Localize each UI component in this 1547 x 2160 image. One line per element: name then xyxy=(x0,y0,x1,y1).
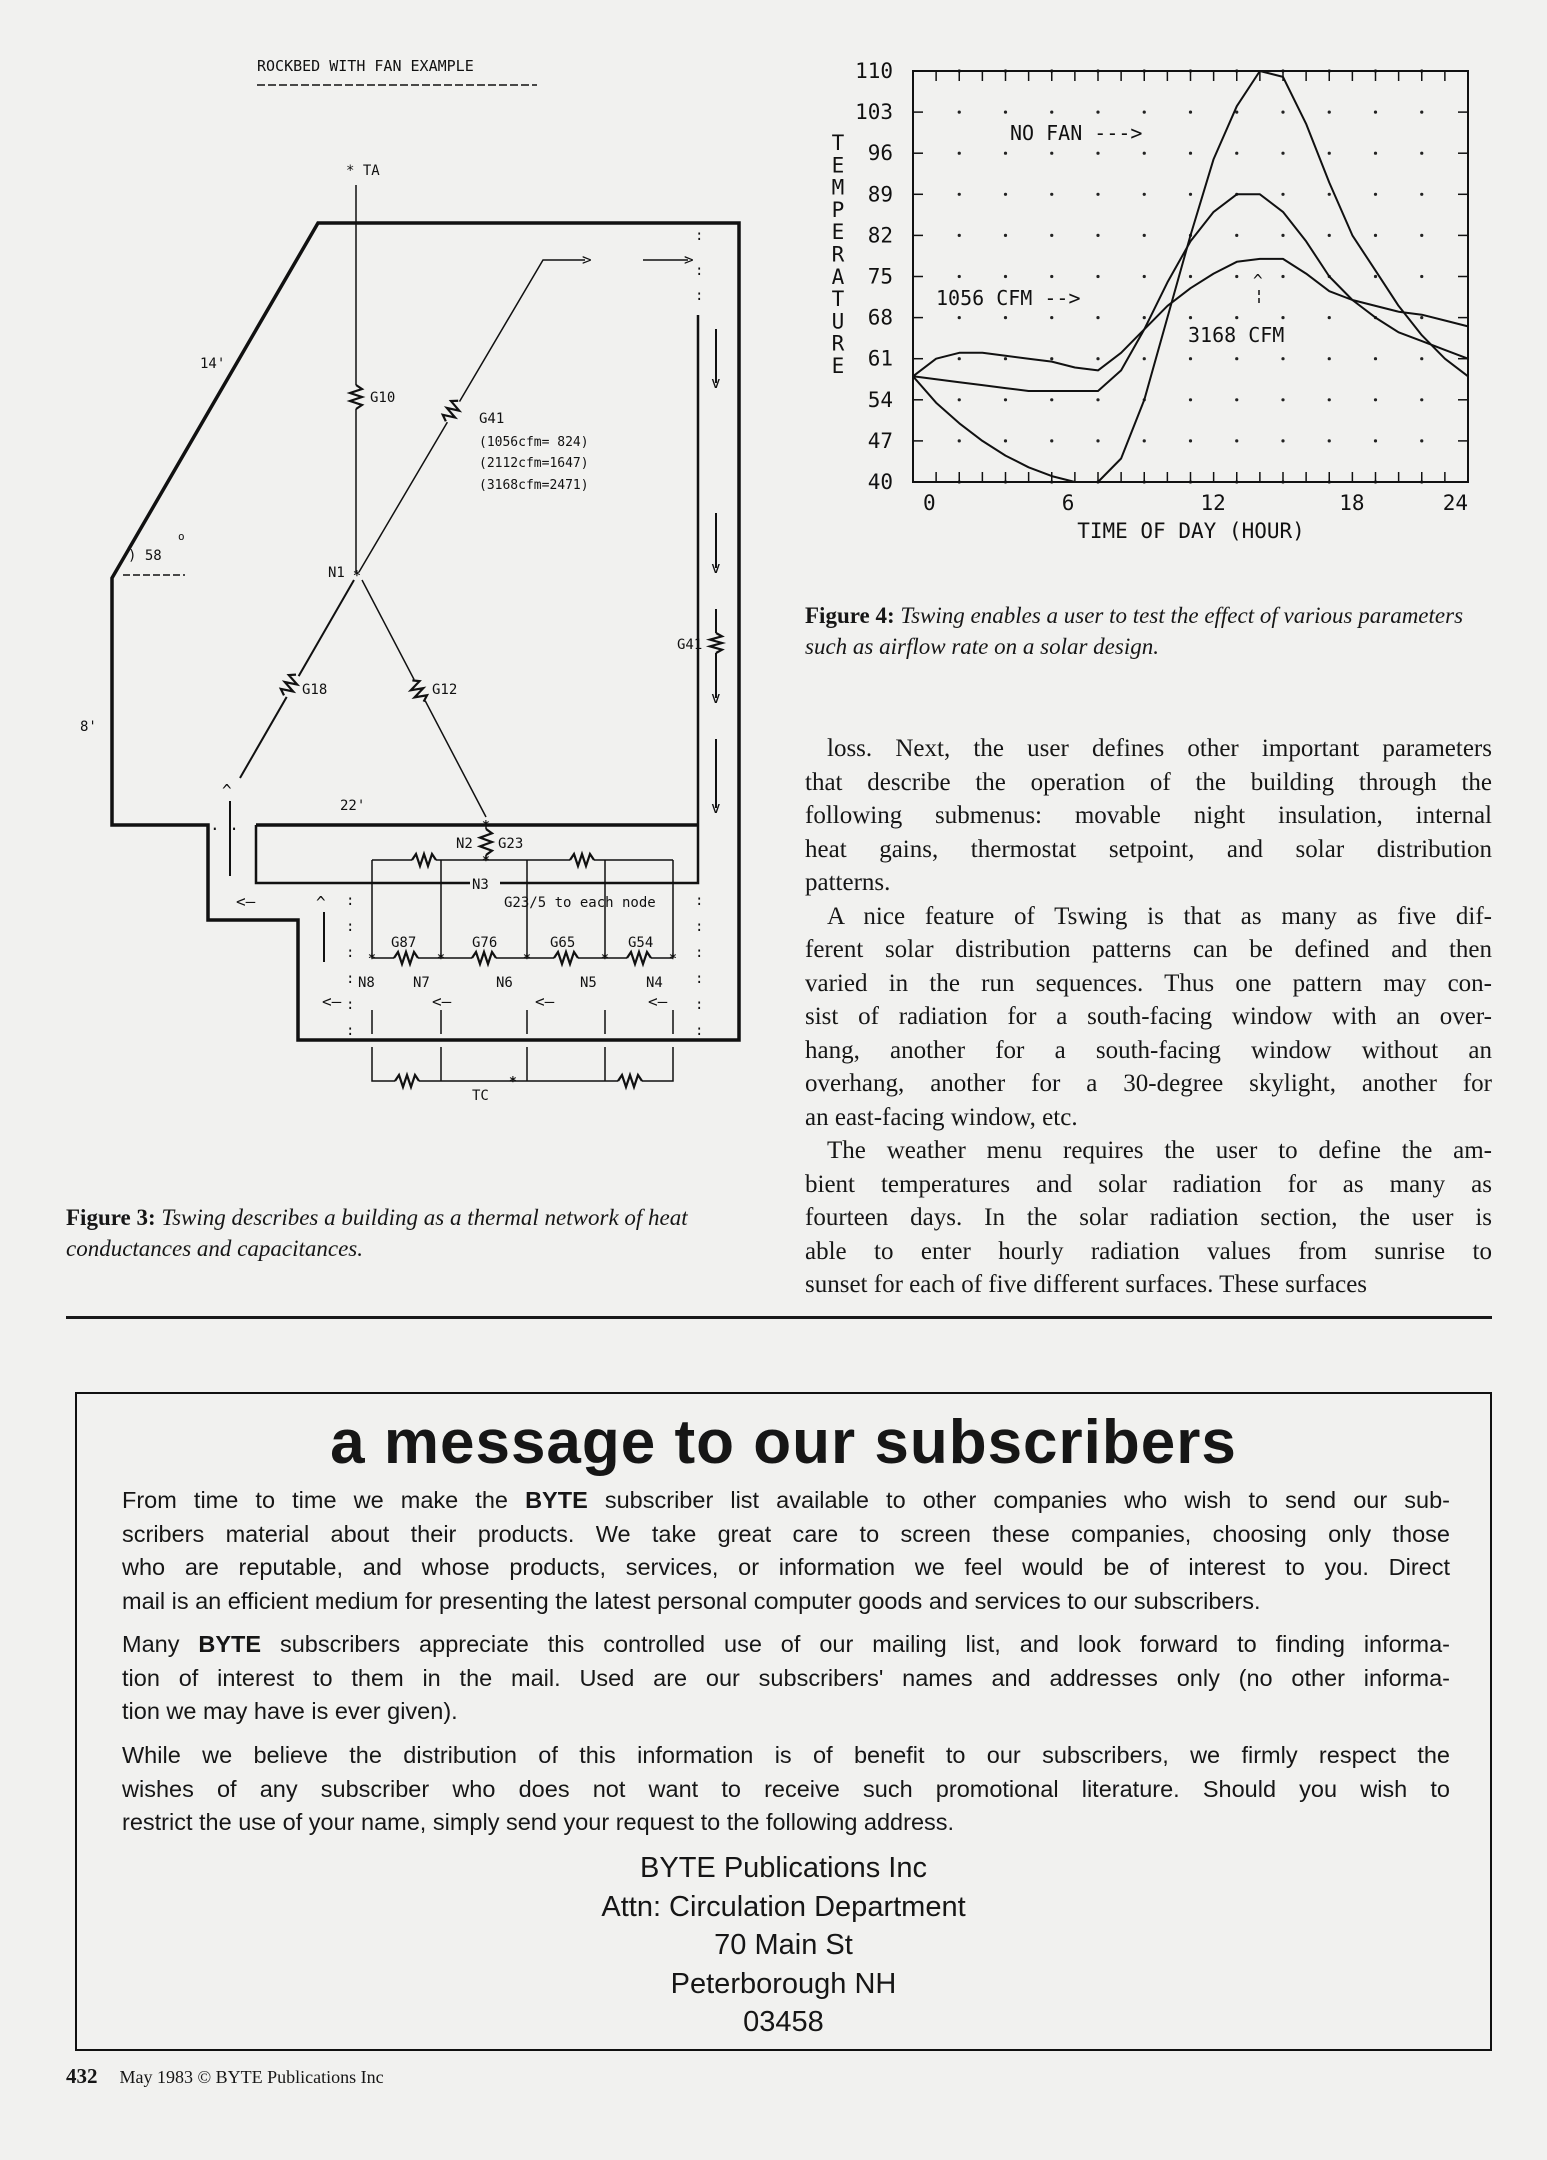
text-line: mail is an efficient medium for presenting the latest personal computer goods and services to our subscribers. xyxy=(122,1587,1261,1614)
notice-paragraph xyxy=(122,1484,1450,1618)
text-line: bient temperatures and solar radiation for as many as xyxy=(805,1170,1492,1198)
y-axis-label-letter: M xyxy=(831,175,845,200)
grid-dot xyxy=(1189,275,1192,278)
label-g23-note: G23/5 to each node xyxy=(504,895,656,911)
colon-mark: : xyxy=(695,971,704,987)
grid-dot xyxy=(1189,398,1192,401)
page-number: 432 xyxy=(66,2064,98,2088)
text-line: The weather menu requires the user to define the am- xyxy=(827,1137,1492,1164)
node-marker-icon: * xyxy=(509,1075,517,1090)
grid-dot xyxy=(1374,111,1377,114)
grid-dot xyxy=(1143,275,1146,278)
arrow-right-icon: > xyxy=(582,250,592,269)
y-axis-label xyxy=(832,131,845,378)
grid-dot xyxy=(1281,234,1284,237)
text-line: From time to time we make the BYTE subscriber list available to other companies who wish to send our sub- xyxy=(122,1487,1450,1513)
grid-dot xyxy=(1420,234,1423,237)
label-length-14: 14' xyxy=(200,356,226,372)
grid-dot xyxy=(1050,439,1053,442)
grid-dot xyxy=(1096,398,1099,401)
address-line: Peterborough NH xyxy=(670,1967,897,2000)
grid-dot xyxy=(1374,152,1377,155)
text-line: Many BYTE subscribers appreciate this controlled use of our mailing list, and look forward to finding informa- xyxy=(122,1631,1451,1657)
grid-dot xyxy=(1420,316,1423,319)
label-n8: N8 xyxy=(358,975,375,991)
annotation-pointer: ^ xyxy=(1253,271,1263,290)
grid-dot xyxy=(1328,193,1331,196)
notice-title: a message to our subscribers xyxy=(330,1408,1237,1477)
label-g41: G41 xyxy=(479,411,505,427)
text-line: an east-facing window, etc. xyxy=(805,1103,1078,1131)
label-g54: G54 xyxy=(628,935,654,951)
section-divider xyxy=(66,1316,1492,1319)
grid-dot xyxy=(1143,152,1146,155)
node-marker-icon: * xyxy=(523,952,531,967)
node-marker-icon: * xyxy=(437,952,445,967)
label-g76: G76 xyxy=(472,935,498,951)
y-tick-label: 61 xyxy=(867,346,893,371)
grid-dot xyxy=(1420,357,1423,360)
colon-mark: : xyxy=(695,288,704,304)
colon-mark: : xyxy=(346,919,355,935)
grid-dot xyxy=(1235,275,1238,278)
label-length-8: 8' xyxy=(80,719,97,735)
grid-dot xyxy=(1374,439,1377,442)
address-line: Attn: Circulation Department xyxy=(601,1890,966,1923)
text-line: fourteen days. In the solar radiation section, the user is xyxy=(805,1204,1492,1231)
arrow-left-icon: <— xyxy=(322,992,342,1011)
y-axis-label-letter: E xyxy=(831,153,845,178)
label-n7: N7 xyxy=(413,975,430,991)
y-tick-label: 75 xyxy=(867,264,893,289)
annotation-1056-cfm: 1056 CFM --> xyxy=(936,286,1081,310)
y-tick-label: 54 xyxy=(867,387,893,412)
x-tick-label: 18 xyxy=(1339,491,1365,515)
annotation-3168-cfm: 3168 CFM xyxy=(1188,323,1285,347)
text-line: able to enter hourly radiation values from sunrise to xyxy=(805,1237,1492,1265)
grid-dot xyxy=(1050,193,1053,196)
arrow-down-icon: v xyxy=(711,373,721,392)
label-length-22: 22' xyxy=(340,798,366,814)
grid-dot xyxy=(1050,234,1053,237)
grid-dot xyxy=(1096,316,1099,319)
grid-dot xyxy=(1328,234,1331,237)
grid-dot xyxy=(1420,152,1423,155)
article-body xyxy=(805,732,1492,1302)
grid-dot xyxy=(1235,152,1238,155)
grid-dot xyxy=(1328,316,1331,319)
grid-dot xyxy=(1096,275,1099,278)
node-marker-icon: * xyxy=(353,569,361,584)
label-n1: N1 xyxy=(328,565,345,581)
label-g65: G65 xyxy=(550,935,576,951)
rockbed-inner xyxy=(256,315,698,883)
grid-dot xyxy=(1004,439,1007,442)
y-axis-label-letter: U xyxy=(831,309,845,334)
y-tick-label: 68 xyxy=(867,305,893,330)
address-line: 03458 xyxy=(743,2006,824,2038)
grid-dot xyxy=(1050,398,1053,401)
grid-dot xyxy=(1281,439,1284,442)
grid-dot xyxy=(1143,111,1146,114)
caption-label: Figure 3: xyxy=(66,1205,156,1230)
arrow-right-icon: > xyxy=(684,250,694,269)
y-axis-label-letter: P xyxy=(831,197,845,222)
label-g41-cfm-1: (1056cfm= 824) xyxy=(479,435,589,450)
text-line: scribers material about their products. We take great care to screen these companies, choosing only those xyxy=(122,1520,1450,1547)
x-axis-label: TIME OF DAY (HOUR) xyxy=(1077,519,1305,543)
node-marker-icon: * xyxy=(601,952,609,967)
grid-dot xyxy=(1420,439,1423,442)
grid-dot xyxy=(1004,357,1007,360)
caption-text: Tswing enables a user to test the effect of various parameters such as airflow rate on a solar design. xyxy=(805,603,1464,659)
grid-dot xyxy=(1004,234,1007,237)
notice-paragraph xyxy=(122,1739,1450,1840)
grid-dot xyxy=(1050,357,1053,360)
grid-dot xyxy=(958,439,961,442)
grid-dot xyxy=(1096,152,1099,155)
grid-dot xyxy=(1004,316,1007,319)
arrow-down-icon: v xyxy=(711,688,721,707)
grid-dot xyxy=(1189,111,1192,114)
label-g23: G23 xyxy=(498,836,524,852)
arrow-down-icon: v xyxy=(711,558,721,577)
figure-4-caption xyxy=(805,600,1495,662)
grid-dot xyxy=(1004,152,1007,155)
node-marker-icon: * xyxy=(482,854,490,869)
label-g10: G10 xyxy=(370,390,396,406)
grid-dot xyxy=(1374,357,1377,360)
colon-mark: : xyxy=(346,893,355,909)
grid-dot xyxy=(1050,275,1053,278)
grid-dot xyxy=(1050,152,1053,155)
diagram-title: ROCKBED WITH FAN EXAMPLE xyxy=(257,57,474,75)
arrow-up-icon: ^ xyxy=(316,893,326,912)
colon-columns xyxy=(346,228,703,1039)
grid-dot xyxy=(1374,234,1377,237)
grid-dot xyxy=(1374,398,1377,401)
x-tick-label: 12 xyxy=(1200,491,1226,515)
grid-dot xyxy=(1328,398,1331,401)
footer-credit: May 1983 © BYTE Publications Inc xyxy=(119,2067,384,2087)
address-line: BYTE Publications Inc xyxy=(640,1852,927,1884)
colon-mark: : xyxy=(695,228,704,244)
arrow-down-icon: v xyxy=(711,798,721,817)
figure-3-caption xyxy=(66,1202,766,1264)
grid-dot xyxy=(1328,439,1331,442)
caption-text: Tswing describes a building as a thermal network of heat conductances and capacitances. xyxy=(66,1205,688,1261)
text-line: heat gains, thermostat setpoint, and solar distribution xyxy=(805,835,1492,863)
subscriber-notice-box xyxy=(75,1392,1492,2051)
grid-dot xyxy=(1281,193,1284,196)
annotation-no-fan: NO FAN ---> xyxy=(1010,121,1143,145)
colon-mark: : xyxy=(346,1023,355,1039)
arrow-left-icon: <— xyxy=(236,892,256,911)
building-outline xyxy=(112,223,739,1040)
grid-dot xyxy=(1096,111,1099,114)
g41-duct-line xyxy=(359,260,688,572)
grid-dot xyxy=(1281,398,1284,401)
grid-dot xyxy=(1235,316,1238,319)
y-axis-label-letter: R xyxy=(831,242,845,267)
label-n5: N5 xyxy=(580,975,597,991)
colon-mark: : xyxy=(695,893,704,909)
y-tick-label: 103 xyxy=(855,100,893,125)
colon-mark: : xyxy=(695,997,704,1013)
grid-dot xyxy=(1328,357,1331,360)
label-n2: N2 xyxy=(456,836,473,852)
grid-dot xyxy=(1328,152,1331,155)
label-ta: * TA xyxy=(346,163,380,179)
grid-dot xyxy=(958,152,961,155)
text-line: that describe the operation of the building through the xyxy=(805,768,1492,796)
y-tick-label: 40 xyxy=(867,470,893,494)
grid-dot xyxy=(1281,111,1284,114)
mailing-address xyxy=(77,1849,1490,2042)
grid-dot xyxy=(1235,439,1238,442)
label-n3: N3 xyxy=(472,877,489,893)
grid-dot xyxy=(1189,193,1192,196)
text-line: While we believe the distribution of this information is of benefit to our subscribers, we firmly respect the xyxy=(122,1742,1450,1768)
colon-mark: : xyxy=(346,945,355,961)
grid-dot xyxy=(1143,234,1146,237)
grid-dot xyxy=(1189,357,1192,360)
grid-dot xyxy=(958,316,961,319)
label-degree: o xyxy=(178,530,185,543)
y-axis-label-letter: T xyxy=(831,287,845,312)
y-tick-label: 47 xyxy=(867,428,893,453)
y-tick-label: 96 xyxy=(867,141,893,166)
grid-dot xyxy=(1004,275,1007,278)
thermal-network-diagram xyxy=(0,0,780,1150)
grid-dot xyxy=(958,398,961,401)
text-line: tion we may have is ever given). xyxy=(122,1698,458,1724)
text-line: overhang, another for a 30-degree skylight, another for xyxy=(805,1070,1492,1097)
label-n4: N4 xyxy=(646,975,663,991)
grid-dot xyxy=(1374,193,1377,196)
colon-mark: : xyxy=(695,919,704,935)
y-tick-label: 89 xyxy=(867,182,893,207)
grid-dot xyxy=(1143,193,1146,196)
text-line: ferent solar distribution patterns can be defined and then xyxy=(805,936,1492,963)
text-line: sist of radiation for a south-facing window with an over- xyxy=(805,1003,1492,1030)
text-line: sunset for each of five different surfaces. These surfaces xyxy=(805,1271,1368,1298)
grid-dot xyxy=(1328,111,1331,114)
grid-dot xyxy=(1004,111,1007,114)
y-axis-label-letter: R xyxy=(831,331,845,356)
text-line: A nice feature of Tswing is that as many as five dif- xyxy=(827,902,1492,930)
y-tick-label: 82 xyxy=(867,223,893,248)
colon-mark: : xyxy=(695,263,704,279)
node-markers xyxy=(353,569,677,1090)
label-g41-right: G41 xyxy=(677,637,703,653)
node-marker-icon: * xyxy=(669,952,677,967)
text-line: loss. Next, the user defines other important parameters xyxy=(827,735,1492,762)
label-g18: G18 xyxy=(302,682,328,698)
grid-dot xyxy=(958,111,961,114)
y-axis-label-letter: E xyxy=(831,354,845,378)
text-line: varied in the run sequences. Thus one pattern may con- xyxy=(805,969,1492,997)
label-g87: G87 xyxy=(391,935,417,951)
text-line: restrict the use of your name, simply send your request to the following address. xyxy=(122,1809,955,1835)
label-g41-cfm-3: (3168cfm=2471) xyxy=(479,478,589,493)
label-angle-58: ) 58 xyxy=(128,548,162,564)
grid-dot xyxy=(1143,357,1146,360)
grid-dot xyxy=(1281,275,1284,278)
arrow-left-icon: <— xyxy=(535,992,555,1011)
grid-dot xyxy=(1420,111,1423,114)
grid-dot xyxy=(1420,275,1423,278)
text-line: following submenus: movable night insulation, internal xyxy=(805,802,1492,829)
grid-dot xyxy=(1143,439,1146,442)
node-marker-icon: * xyxy=(368,952,376,967)
colon-mark: : xyxy=(695,1023,704,1039)
grid-dot xyxy=(1281,152,1284,155)
colon-mark: : xyxy=(695,945,704,961)
text-line: patterns. xyxy=(805,869,891,896)
label-g41-cfm-2: (2112cfm=1647) xyxy=(479,456,589,471)
grid-dot xyxy=(1004,193,1007,196)
page-footer xyxy=(66,2064,384,2089)
grid-dot xyxy=(958,193,961,196)
grid-dot xyxy=(1281,357,1284,360)
colon-mark: : xyxy=(346,971,355,987)
grid-dot xyxy=(958,275,961,278)
y-axis-label-letter: E xyxy=(831,220,845,245)
y-tick-label: 110 xyxy=(855,59,893,83)
grid-dot xyxy=(1420,193,1423,196)
caption-label: Figure 4: xyxy=(805,603,895,628)
address-line: 70 Main St xyxy=(714,1929,853,1961)
grid-dot xyxy=(1420,398,1423,401)
node-marker-icon: * xyxy=(482,819,490,834)
grid-dot xyxy=(1143,316,1146,319)
grid-dot xyxy=(958,234,961,237)
grid-dot xyxy=(1189,152,1192,155)
grid-dot xyxy=(1050,316,1053,319)
text-line: who are reputable, and whose products, services, or information we feel would be of interest to you. Direct xyxy=(122,1554,1450,1580)
grid-dot xyxy=(958,357,961,360)
y-axis-label-letter: T xyxy=(831,131,845,155)
arrow-left-icon: <— xyxy=(432,992,452,1011)
colon-mark: : xyxy=(346,997,355,1013)
grid-dot xyxy=(1096,193,1099,196)
text-line: hang, another for a south-facing window without an xyxy=(805,1036,1492,1064)
grid-dot xyxy=(1235,357,1238,360)
text-line: tion of interest to them in the mail. Used are our subscribers' names and addresses only (no other informa- xyxy=(122,1664,1450,1691)
x-tick-label: 0 xyxy=(923,491,936,515)
arrow-left-icon: <— xyxy=(648,992,668,1011)
text-line: wishes of any subscriber who does not want to receive such promotional literature. Should you wish to xyxy=(122,1775,1450,1802)
arrow-up-icon: ^ xyxy=(222,781,232,800)
grid-dot xyxy=(1374,275,1377,278)
grid-dot xyxy=(1189,316,1192,319)
grid-dot xyxy=(1235,398,1238,401)
label-tc: TC xyxy=(472,1088,489,1104)
opening-dots: . . xyxy=(210,815,239,834)
grid-dot xyxy=(1050,111,1053,114)
y-axis-label-letter: A xyxy=(831,264,845,289)
temperature-chart xyxy=(780,0,1547,560)
grid-dot xyxy=(1235,234,1238,237)
grid-dot xyxy=(1281,316,1284,319)
grid-dot xyxy=(1096,234,1099,237)
label-g12: G12 xyxy=(432,682,458,698)
x-tick-label: 24 xyxy=(1442,491,1468,515)
label-n6: N6 xyxy=(496,975,513,991)
grid-dot xyxy=(1096,357,1099,360)
grid-dot xyxy=(1004,398,1007,401)
grid-dot xyxy=(1189,439,1192,442)
grid-dot xyxy=(1096,439,1099,442)
x-tick-label: 6 xyxy=(1061,491,1075,515)
notice-paragraph xyxy=(122,1628,1450,1729)
